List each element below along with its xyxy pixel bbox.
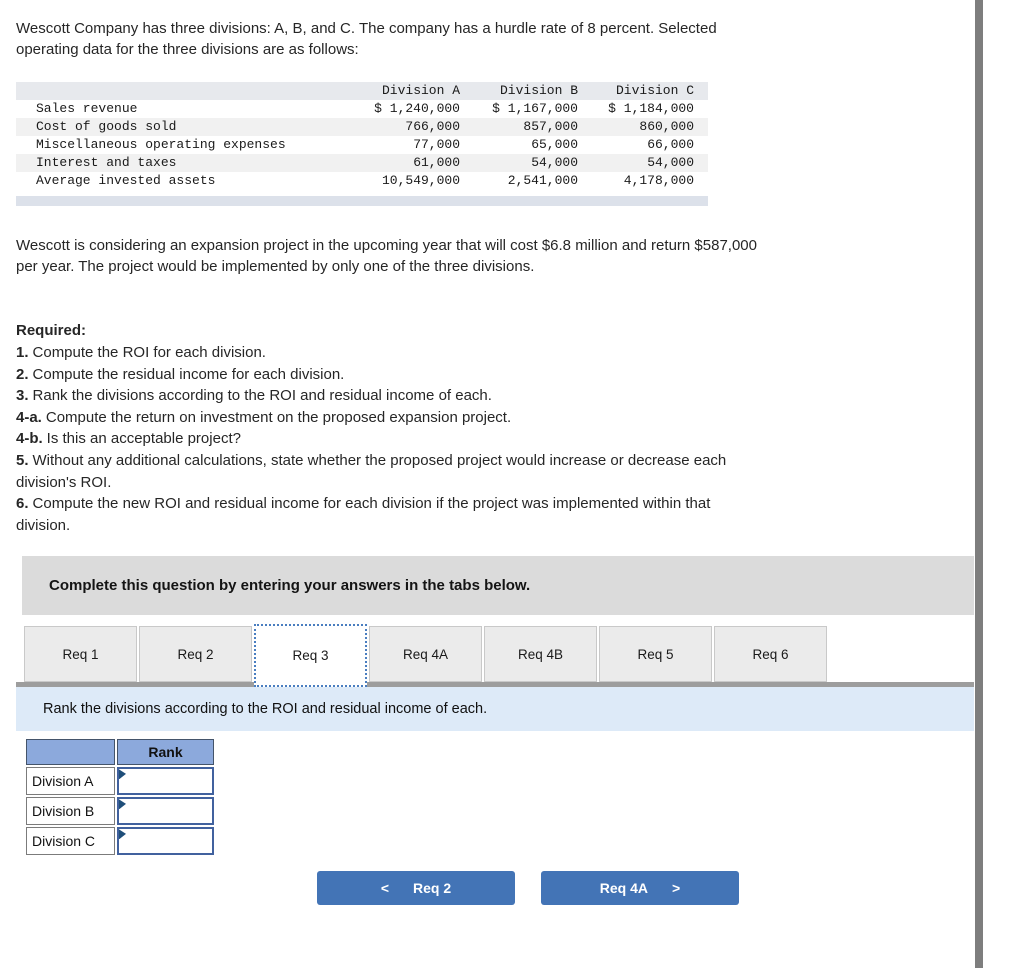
tabstrip-divider [16,682,974,687]
rank-table-corner-cell [26,739,115,765]
tab-req-1[interactable]: Req 1 [24,626,137,682]
required-item-3: 3. Rank the divisions according to the ROI and residual income of each. [16,387,492,405]
intro-paragraph [16,18,975,60]
tab-req-2[interactable]: Req 2 [139,626,252,682]
req-tabs [24,626,975,682]
required-item-5-cont: division's ROI. [16,473,112,491]
banner-text: Complete this question by entering your answers in the tabs below. [49,577,531,595]
tab-req-3[interactable]: Req 3 [254,624,367,687]
next-button-label: Req 4A [599,880,649,897]
rank-input-division-c[interactable] [117,827,214,855]
col-header-division-b: Division B [499,83,578,98]
prev-button-label: Req 2 [413,880,452,897]
col-header-division-a: Division A [381,83,460,98]
required-item-1: 1. Compute the ROI for each division. [16,344,266,361]
table-row: Cost of goods sold 766,000 857,000 860,000 [16,118,708,136]
instruction-bar [16,687,974,731]
rank-input-division-b[interactable] [117,797,214,825]
required-item-4a: 4-a. Compute the return on investment on the proposed expansion project. [16,408,512,426]
table-row: Average invested assets 10,549,000 2,541,000 4,178,000 [36,173,694,188]
rank-column-header: Rank [117,739,214,765]
table-row [26,767,975,795]
answer-flag-icon [119,769,126,779]
intro-line-1: Wescott Company has three divisions: A, B, and C. The company has a hurdle rate of 8 percent. Selected [16,20,717,37]
required-item-6: 6. Compute the new ROI and residual income for each division if the project was implemented within that [16,495,711,513]
answer-flag-icon [119,829,126,839]
table-row [26,797,975,825]
col-header-division-c: Division C [615,83,694,98]
tab-req-4a[interactable]: Req 4A [369,626,482,682]
rank-input-division-a[interactable] [117,767,214,795]
expansion-line-2: per year. The project would be implemented by only one of the three divisions. [16,258,535,275]
tab-req-6[interactable]: Req 6 [714,626,827,682]
operating-data-table [16,82,708,206]
tab-navigation [317,871,975,905]
chevron-right-icon: > [672,880,681,897]
tab-req-4b[interactable]: Req 4B [484,626,597,682]
expansion-paragraph [16,235,975,277]
answer-flag-icon [119,799,126,809]
row-label-division-c: Division C [26,827,115,855]
tab-req-5[interactable]: Req 5 [599,626,712,682]
chevron-left-icon: < [380,880,390,897]
table-row: Interest and taxes 61,000 54,000 54,000 [16,154,708,172]
table-row: Sales revenue $ 1,240,000 $ 1,167,000 $ 1,184,000 [36,101,694,116]
required-title: Required: [16,322,87,339]
row-label-division-b: Division B [26,797,115,825]
required-item-6-cont: division. [16,516,71,534]
instruction-text: Rank the divisions according to the ROI and residual income of each. [43,701,488,718]
table-footer-band [16,196,708,206]
expansion-line-1: Wescott is considering an expansion project in the upcoming year that will cost $6.8 million and return $587,000 [16,237,757,254]
required-item-5: 5. Without any additional calculations, state whether the proposed project would increase or decrease each [16,451,727,469]
table-row [26,827,975,855]
table-row: Miscellaneous operating expenses 77,000 65,000 66,000 [36,137,694,152]
row-label-division-a: Division A [26,767,115,795]
rank-answer-table [26,739,975,855]
required-section [16,320,975,536]
next-req-button[interactable] [541,871,739,905]
intro-line-2: operating data for the three divisions are as follows: [16,41,359,58]
table-header-row [16,82,708,100]
required-item-4b: 4-b. Is this an acceptable project? [16,430,241,448]
required-item-2: 2. Compute the residual income for each division. [16,365,345,383]
vertical-scrollbar[interactable] [975,0,983,968]
prev-req-button[interactable] [317,871,515,905]
complete-question-banner [22,556,974,615]
